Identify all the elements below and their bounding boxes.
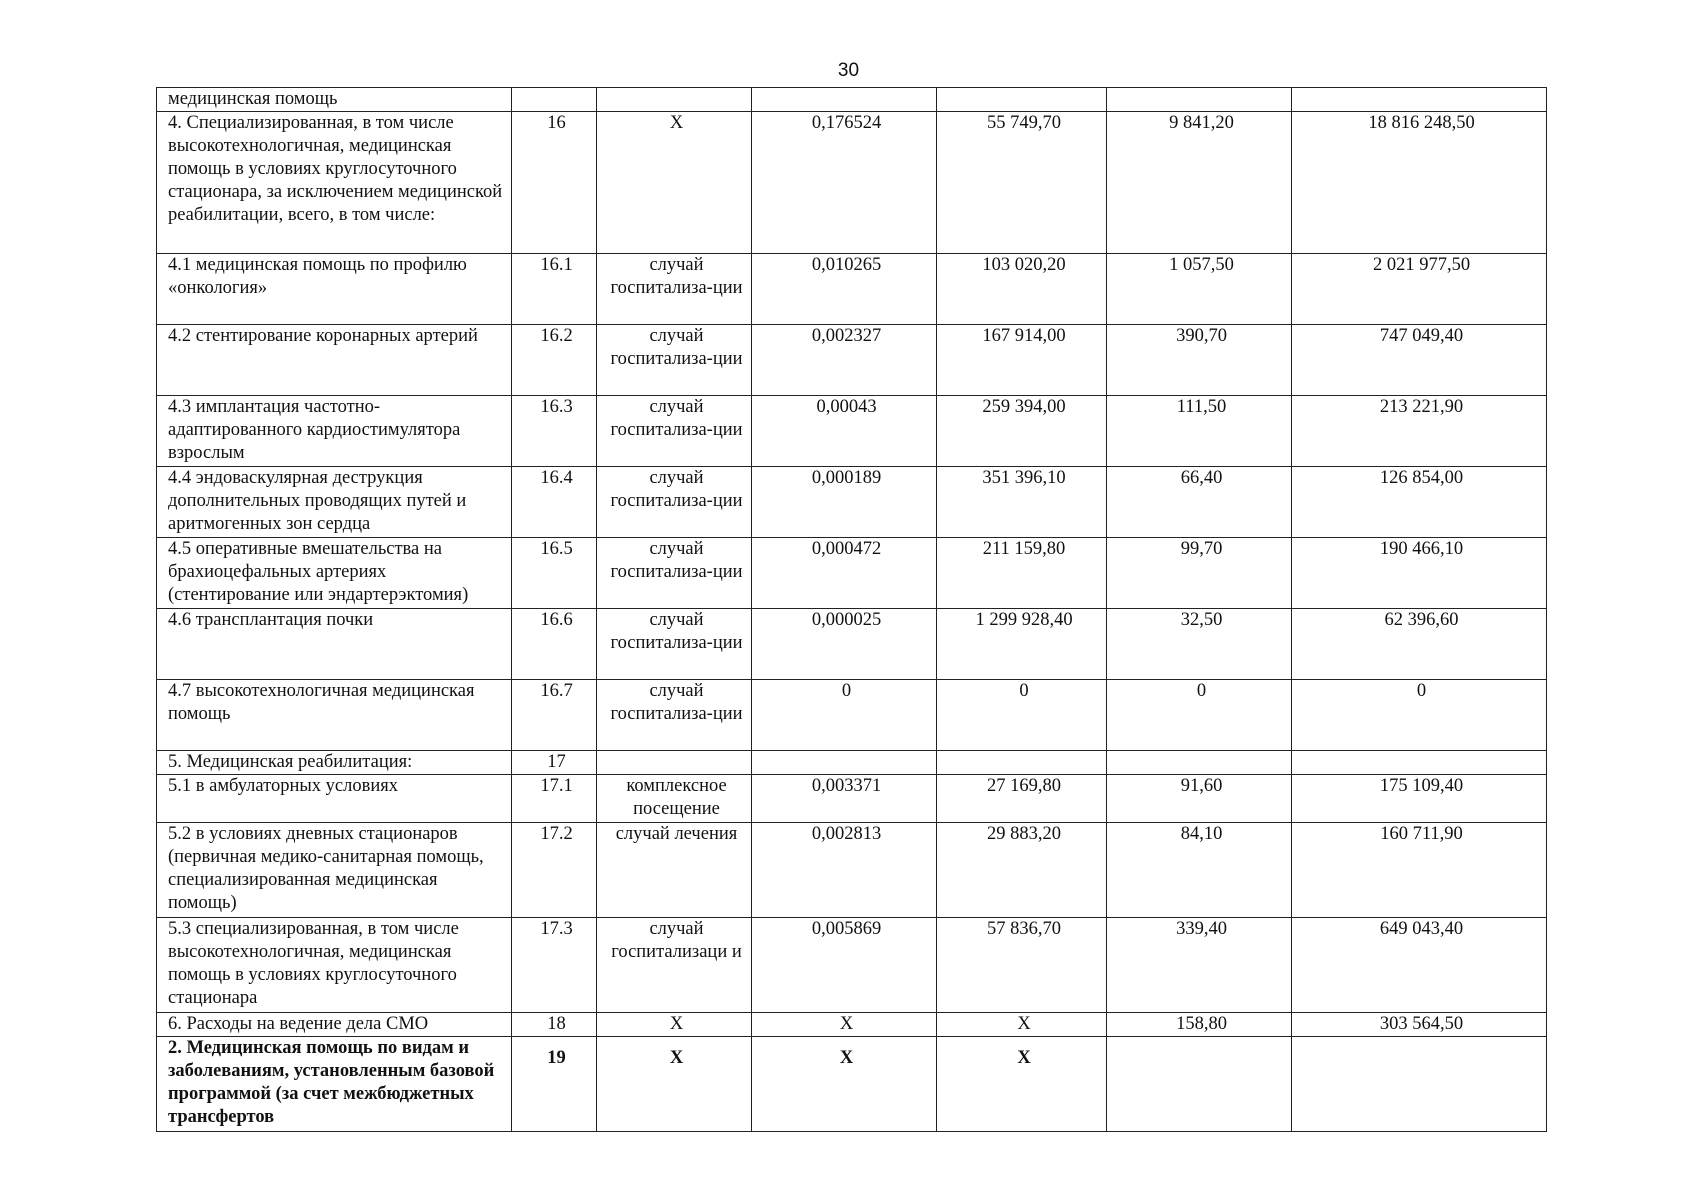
cell-value-2: 0 xyxy=(937,680,1107,751)
cell-value-3: 32,50 xyxy=(1107,609,1292,680)
table-row xyxy=(157,1037,1547,1132)
cell-value-3: 111,50 xyxy=(1107,396,1292,467)
cell-value-1: 0,176524 xyxy=(752,112,937,254)
cell-row-number xyxy=(512,88,597,112)
cell-value-2 xyxy=(937,88,1107,112)
cell-unit xyxy=(597,88,752,112)
cell-value-2 xyxy=(937,751,1107,775)
cell-value-3: 66,40 xyxy=(1107,467,1292,538)
cell-value-2: 259 394,00 xyxy=(937,396,1107,467)
cell-value-4: 0 xyxy=(1292,680,1547,751)
cell-name: 4.5 оперативные вмешательства на брахиоцефальных артериях (стентирование или эндартерэктомия) xyxy=(157,538,512,609)
cell-value-1: X xyxy=(752,1037,937,1132)
cell-value-3: 84,10 xyxy=(1107,823,1292,918)
cell-unit: случай лечения xyxy=(597,823,752,918)
cell-value-3: 0 xyxy=(1107,680,1292,751)
cell-unit: X xyxy=(597,112,752,254)
medical-care-table xyxy=(156,87,1547,1132)
cell-row-number: 16.5 xyxy=(512,538,597,609)
cell-value-1 xyxy=(752,751,937,775)
cell-name: 5.1 в амбулаторных условиях xyxy=(157,775,512,823)
cell-name: 4.7 высокотехнологичная медицинская помощь xyxy=(157,680,512,751)
cell-row-number: 16.7 xyxy=(512,680,597,751)
cell-name: 5. Медицинская реабилитация: xyxy=(157,751,512,775)
table-row xyxy=(157,467,1547,538)
cell-value-2: 27 169,80 xyxy=(937,775,1107,823)
cell-unit: X xyxy=(597,1013,752,1037)
cell-value-3 xyxy=(1107,1037,1292,1132)
cell-name: 4.2 стентирование коронарных артерий xyxy=(157,325,512,396)
cell-value-2: 1 299 928,40 xyxy=(937,609,1107,680)
cell-value-4: 747 049,40 xyxy=(1292,325,1547,396)
cell-value-1: 0,003371 xyxy=(752,775,937,823)
cell-unit: случай госпитализа-ции xyxy=(597,538,752,609)
cell-value-3: 9 841,20 xyxy=(1107,112,1292,254)
cell-value-3 xyxy=(1107,751,1292,775)
table-row xyxy=(157,918,1547,1013)
cell-value-2: 167 914,00 xyxy=(937,325,1107,396)
cell-unit: случай госпитализа-ции xyxy=(597,396,752,467)
cell-value-2: 29 883,20 xyxy=(937,823,1107,918)
cell-value-1: 0 xyxy=(752,680,937,751)
table-row xyxy=(157,254,1547,325)
cell-row-number: 16.3 xyxy=(512,396,597,467)
page-number: 30 xyxy=(837,60,860,81)
cell-value-4: 190 466,10 xyxy=(1292,538,1547,609)
cell-unit: случай госпитализа-ции xyxy=(597,325,752,396)
cell-value-4 xyxy=(1292,88,1547,112)
cell-value-4: 649 043,40 xyxy=(1292,918,1547,1013)
cell-value-1: 0,002813 xyxy=(752,823,937,918)
cell-unit: случай госпитализа-ции xyxy=(597,254,752,325)
cell-value-4: 2 021 977,50 xyxy=(1292,254,1547,325)
cell-name: 5.3 специализированная, в том числе высокотехнологичная, медицинская помощь в условиях круглосуточного стационара xyxy=(157,918,512,1013)
cell-name: 2. Медицинская помощь по видам и заболеваниям, установленным базовой программой (за счет межбюджетных трансфертов xyxy=(157,1037,512,1132)
cell-value-1: 0,000189 xyxy=(752,467,937,538)
cell-value-4 xyxy=(1292,1037,1547,1132)
cell-unit xyxy=(597,751,752,775)
cell-name: 6. Расходы на ведение дела СМО xyxy=(157,1013,512,1037)
cell-unit: комплексное посещение xyxy=(597,775,752,823)
cell-name: 4. Специализированная, в том числе высокотехнологичная, медицинская помощь в условиях круглосуточного стационара, за исключением медицинской реабилитации, всего, в том числе: xyxy=(157,112,512,254)
table-row xyxy=(157,1013,1547,1037)
cell-unit: случай госпитализа-ции xyxy=(597,467,752,538)
cell-value-4: 62 396,60 xyxy=(1292,609,1547,680)
cell-unit: случай госпитализаци и xyxy=(597,918,752,1013)
cell-row-number: 16.1 xyxy=(512,254,597,325)
cell-name: 4.1 медицинская помощь по профилю «онкология» xyxy=(157,254,512,325)
cell-value-3: 91,60 xyxy=(1107,775,1292,823)
cell-unit: случай госпитализа-ции xyxy=(597,609,752,680)
table-row xyxy=(157,751,1547,775)
cell-value-4: 213 221,90 xyxy=(1292,396,1547,467)
cell-value-4: 175 109,40 xyxy=(1292,775,1547,823)
cell-name: медицинская помощь xyxy=(157,88,512,112)
cell-row-number: 19 xyxy=(512,1037,597,1132)
cell-value-2: 55 749,70 xyxy=(937,112,1107,254)
cell-row-number: 16 xyxy=(512,112,597,254)
table-row xyxy=(157,680,1547,751)
cell-value-3 xyxy=(1107,88,1292,112)
cell-value-1: 0,00043 xyxy=(752,396,937,467)
cell-value-1: 0,000025 xyxy=(752,609,937,680)
cell-row-number: 16.6 xyxy=(512,609,597,680)
table-row xyxy=(157,823,1547,918)
table-row xyxy=(157,609,1547,680)
table-row xyxy=(157,88,1547,112)
cell-value-4: 18 816 248,50 xyxy=(1292,112,1547,254)
table-row xyxy=(157,775,1547,823)
cell-value-1: 0,005869 xyxy=(752,918,937,1013)
cell-value-2: X xyxy=(937,1013,1107,1037)
cell-value-2: 57 836,70 xyxy=(937,918,1107,1013)
cell-name: 4.6 трансплантация почки xyxy=(157,609,512,680)
cell-row-number: 16.4 xyxy=(512,467,597,538)
cell-value-4: 126 854,00 xyxy=(1292,467,1547,538)
cell-value-1 xyxy=(752,88,937,112)
cell-row-number: 17.2 xyxy=(512,823,597,918)
cell-value-2: 103 020,20 xyxy=(937,254,1107,325)
cell-value-1: 0,002327 xyxy=(752,325,937,396)
table-row xyxy=(157,396,1547,467)
cell-value-1: 0,010265 xyxy=(752,254,937,325)
cell-row-number: 16.2 xyxy=(512,325,597,396)
cell-value-2: 211 159,80 xyxy=(937,538,1107,609)
cell-unit: X xyxy=(597,1037,752,1132)
cell-value-3: 99,70 xyxy=(1107,538,1292,609)
cell-name: 4.3 имплантация частотно-адаптированного кардиостимулятора взрослым xyxy=(157,396,512,467)
cell-row-number: 17.3 xyxy=(512,918,597,1013)
cell-name: 5.2 в условиях дневных стационаров (первичная медико-санитарная помощь, специализированная медицинская помощь) xyxy=(157,823,512,918)
cell-value-4: 160 711,90 xyxy=(1292,823,1547,918)
cell-name: 4.4 эндоваскулярная деструкция дополнительных проводящих путей и аритмогенных зон сердца xyxy=(157,467,512,538)
cell-row-number: 17 xyxy=(512,751,597,775)
table-row xyxy=(157,538,1547,609)
cell-value-4: 303 564,50 xyxy=(1292,1013,1547,1037)
cell-unit: случай госпитализа-ции xyxy=(597,680,752,751)
cell-value-2: X xyxy=(937,1037,1107,1132)
cell-value-3: 158,80 xyxy=(1107,1013,1292,1037)
cell-row-number: 18 xyxy=(512,1013,597,1037)
cell-value-3: 390,70 xyxy=(1107,325,1292,396)
cell-value-1: X xyxy=(752,1013,937,1037)
cell-value-1: 0,000472 xyxy=(752,538,937,609)
cell-value-3: 339,40 xyxy=(1107,918,1292,1013)
cell-row-number: 17.1 xyxy=(512,775,597,823)
cell-value-4 xyxy=(1292,751,1547,775)
table-row xyxy=(157,112,1547,254)
table-row xyxy=(157,325,1547,396)
cell-value-2: 351 396,10 xyxy=(937,467,1107,538)
cell-value-3: 1 057,50 xyxy=(1107,254,1292,325)
